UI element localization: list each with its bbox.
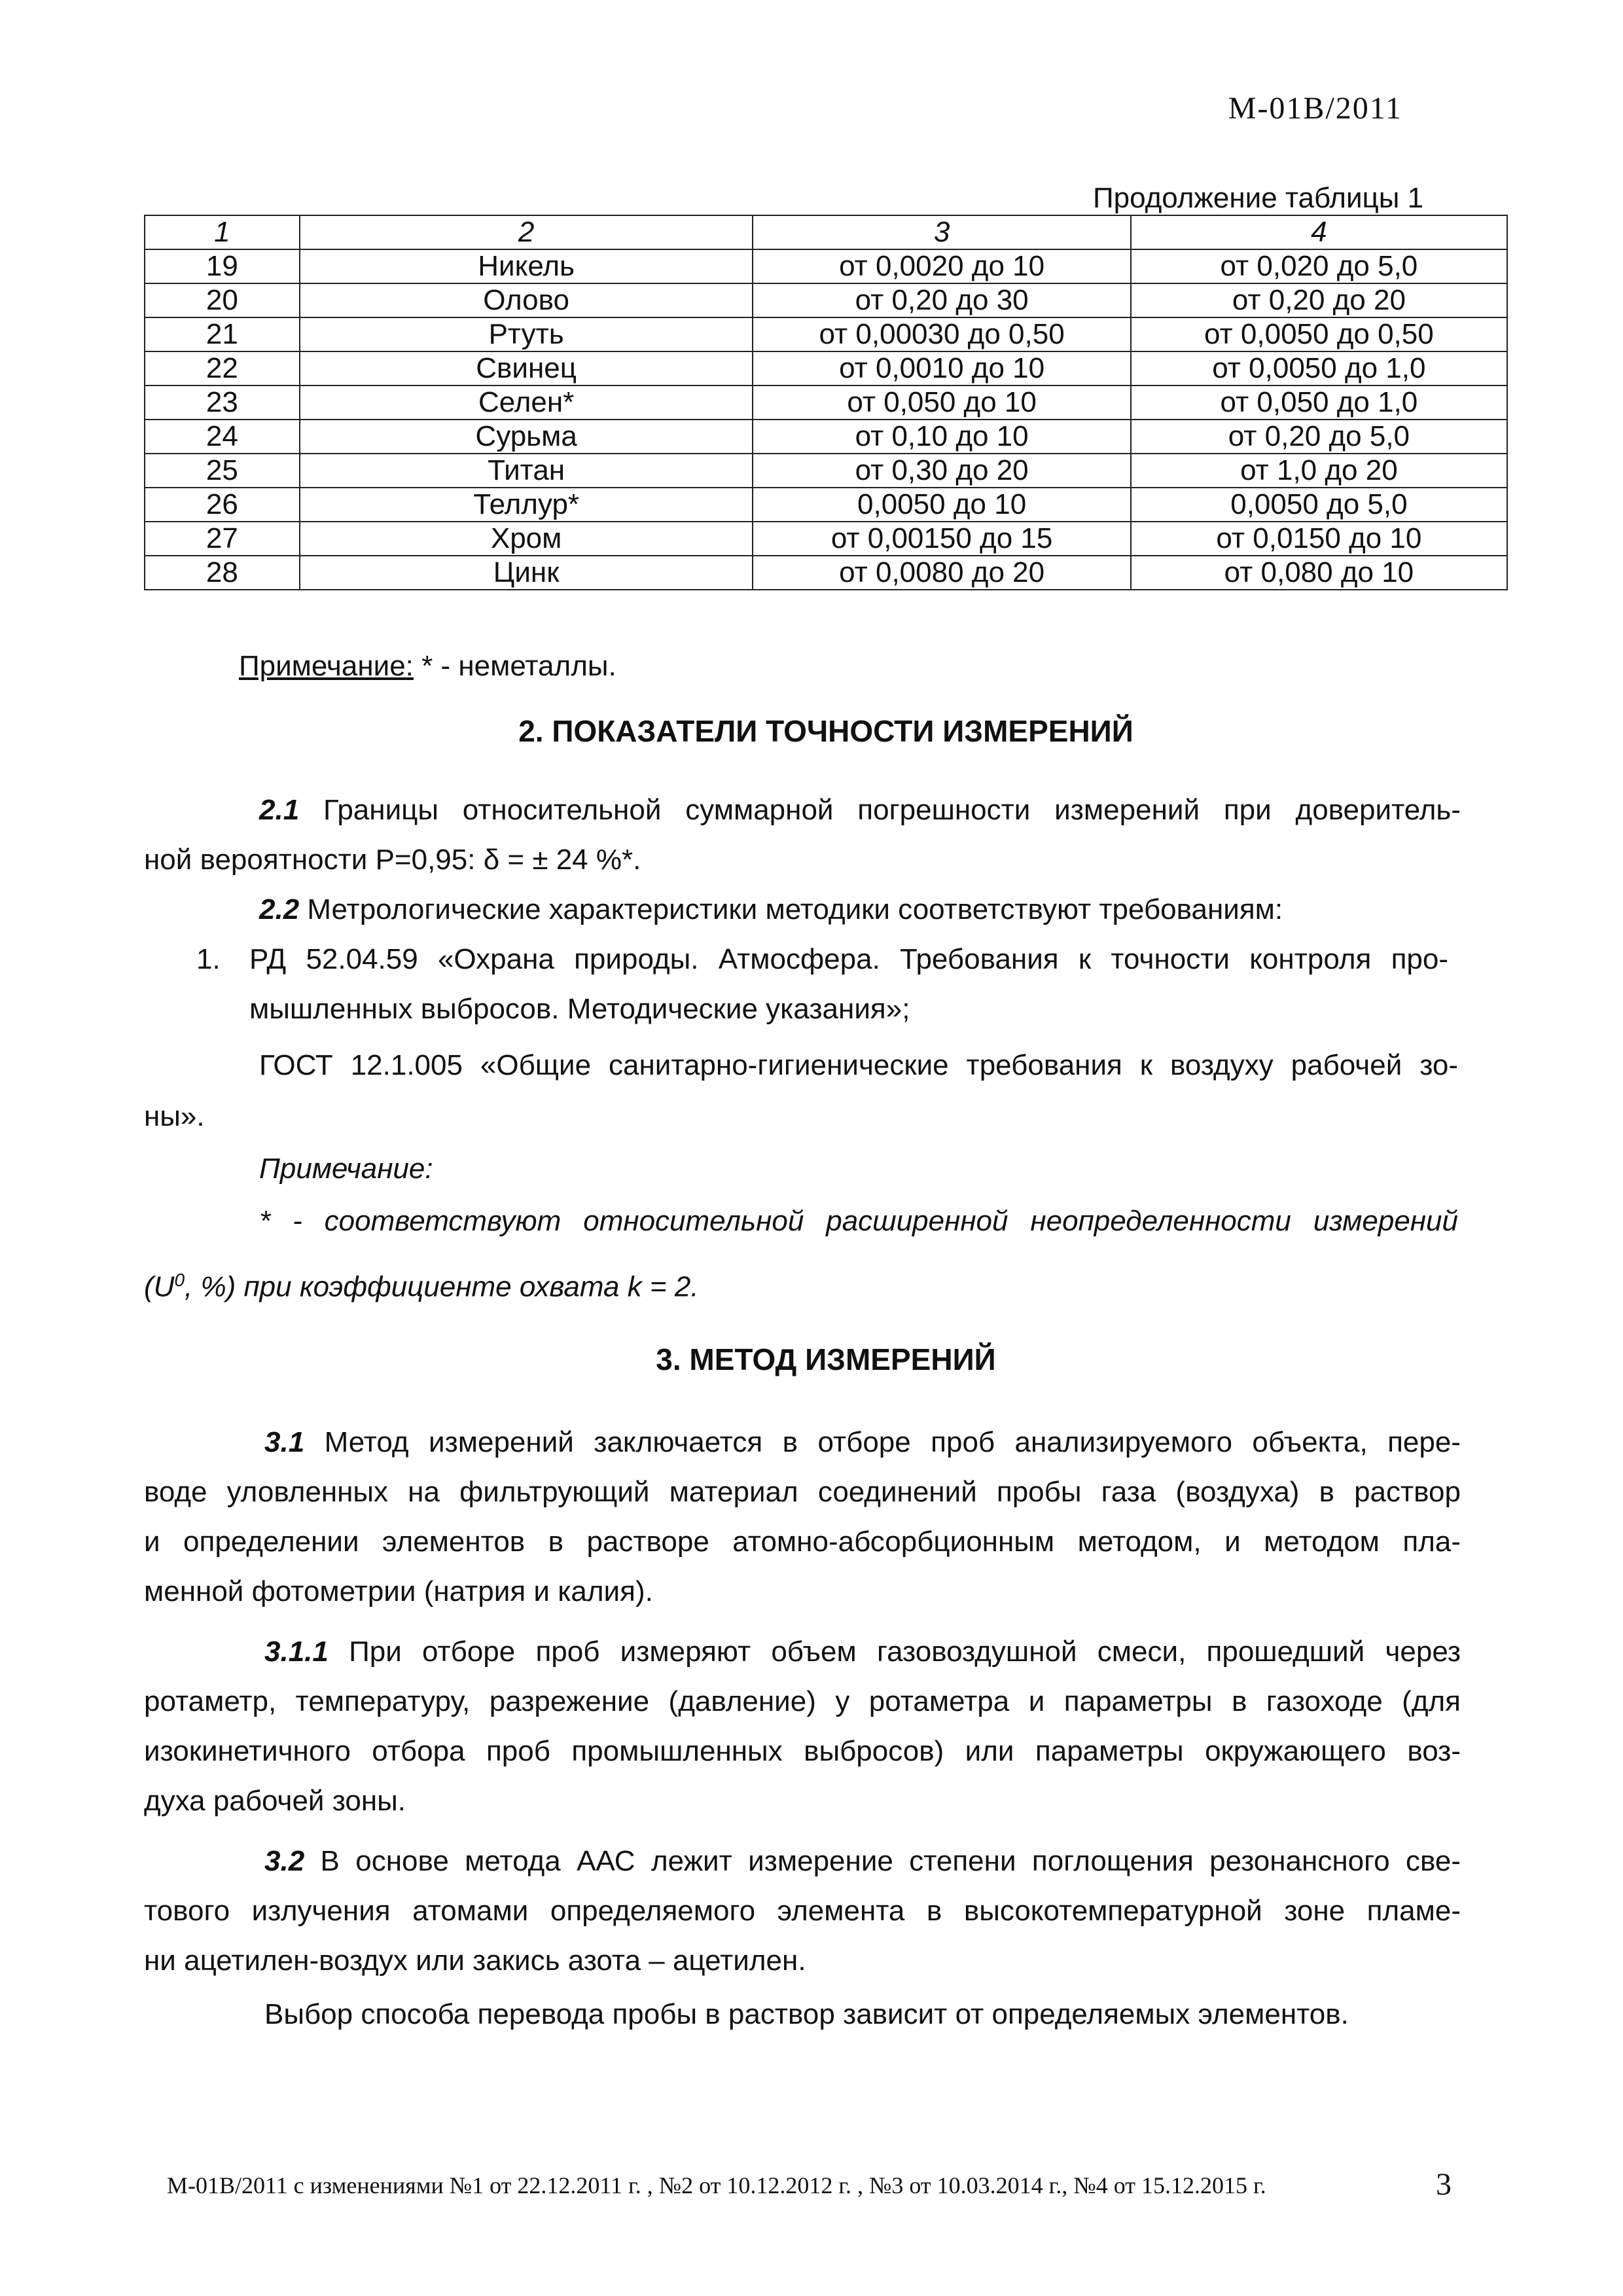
table-row: [145, 556, 1507, 590]
table-cell: от 0,30 до 20: [753, 454, 1130, 488]
table-cell: 0,0050 до 5,0: [1131, 488, 1507, 522]
table-caption: Продолжение таблицы 1: [1093, 182, 1424, 214]
page-number: 3: [1436, 2167, 1452, 2202]
table-row: [145, 249, 1507, 283]
table-row: [145, 317, 1507, 351]
table-cell: от 0,00030 до 0,50: [753, 317, 1130, 351]
table-cell: от 0,050 до 1,0: [1131, 386, 1507, 420]
section-2-title: 2. ПОКАЗАТЕЛИ ТОЧНОСТИ ИЗМЕРЕНИЙ: [518, 714, 1133, 748]
paragraph-3-1-1-line-1: [144, 1627, 1461, 1677]
paragraph-number: 3.1.1: [264, 1636, 329, 1668]
table-cell: Ртуть: [300, 317, 753, 351]
column-header: 2: [300, 215, 753, 249]
table-cell: Никель: [300, 249, 753, 283]
table-cell: от 0,0050 до 1,0: [1131, 351, 1507, 386]
table-cell: 19: [145, 249, 300, 283]
paragraph-text: При отборе проб измеряют объем газовоздушной смеси, прошедший через: [328, 1636, 1461, 1668]
paragraph-number: 3.2: [264, 1845, 305, 1877]
table-cell: 0,0050 до 10: [753, 488, 1130, 522]
table-cell: от 1,0 до 20: [1131, 454, 1507, 488]
table-cell: от 0,10 до 10: [753, 420, 1130, 454]
section-3-title: 3. МЕТОД ИЗМЕРЕНИЙ: [656, 1342, 996, 1376]
table-cell: Теллур*: [300, 488, 753, 522]
column-header: 4: [1131, 215, 1507, 249]
paragraph-3-2-line-1: [144, 1837, 1461, 1886]
section-2-note-line-2: [144, 1255, 699, 1312]
table-cell: Олово: [300, 283, 753, 317]
table-cell: 22: [145, 351, 300, 386]
paragraph-text: Метрологические характеристики методики соответствуют требованиям:: [299, 893, 1283, 925]
table-row: [145, 454, 1507, 488]
paragraph-3-1-1-line-3: изокинетичного отбора проб промышленных выбросов) или параметры окружающего воз-: [144, 1735, 1461, 1767]
paragraph-last: Выбор способа перевода пробы в раствор зависит от определяемых элементов.: [264, 1998, 1349, 2030]
paragraph-text: В основе метода ААС лежит измерение степени поглощения резонансного све-: [304, 1845, 1461, 1877]
paragraph-number: 2.1: [259, 794, 300, 826]
table-cell: 20: [145, 283, 300, 317]
table-cell: от 0,20 до 5,0: [1131, 420, 1507, 454]
paragraph-3-2-line-2: тового излучения атомами определяемого элемента в высокотемпературной зоне пламе-: [144, 1895, 1461, 1927]
table-cell: 28: [145, 556, 300, 590]
table-cell: от 0,050 до 10: [753, 386, 1130, 420]
document-code: М-01В/2011: [1228, 91, 1402, 126]
table-cell: 25: [145, 454, 300, 488]
table-cell: 26: [145, 488, 300, 522]
table-cell: Свинец: [300, 351, 753, 386]
table-note-text: * - неметаллы.: [413, 650, 616, 682]
table-cell: 24: [145, 420, 300, 454]
paragraph-3-1-1-line-2: ротаметр, температуру, разрежение (давление) у ротаметра и параметры в газоходе (для: [144, 1685, 1461, 1717]
table-cell: от 0,0050 до 0,50: [1131, 317, 1507, 351]
table-cell: 21: [145, 317, 300, 351]
paragraph-3-1-1-line-4: духа рабочей зоны.: [144, 1785, 406, 1817]
table-cell: Хром: [300, 522, 753, 556]
paragraph-2-2: [259, 885, 1283, 935]
paragraph-2-1-line-1: [144, 785, 1461, 835]
table-cell: Цинк: [300, 556, 753, 590]
formula-text: , %) при коэффициенте охвата k = 2.: [185, 1270, 699, 1303]
column-header: 3: [753, 215, 1130, 249]
paragraph-3-1-line-2: воде уловленных на фильтрующий материал соединений пробы газа (воздуха) в раствор: [144, 1476, 1461, 1508]
paragraph-text: Метод измерений заключается в отборе проб анализируемого объекта, пере-: [304, 1426, 1461, 1458]
paragraph-3-1-line-4: менной фотометрии (натрия и калия).: [144, 1575, 653, 1607]
formula-symbol: (U: [144, 1270, 175, 1303]
formula-superscript: 0: [174, 1270, 185, 1290]
table-row: [145, 283, 1507, 317]
table-cell: Сурьма: [300, 420, 753, 454]
table-header-row: [145, 215, 1507, 249]
gost-line-1: ГОСТ 12.1.005 «Общие санитарно-гигиенические требования к воздуху рабочей зо-: [259, 1049, 1458, 1081]
table-row: [145, 522, 1507, 556]
paragraph-text: Границы относительной суммарной погрешности измерений при доверитель-: [299, 794, 1461, 826]
table-cell: от 0,0150 до 10: [1131, 522, 1507, 556]
footer-text: М-01В/2011 с изменениями №1 от 22.12.2011 г. , №2 от 10.12.2012 г. , №3 от 10.03.2014 г., №4 от 15.12.2015 г.: [167, 2172, 1266, 2198]
table-cell: от 0,20 до 20: [1131, 283, 1507, 317]
table-cell: от 0,00150 до 15: [753, 522, 1130, 556]
table-cell: от 0,020 до 5,0: [1131, 249, 1507, 283]
table-cell: от 0,0020 до 10: [753, 249, 1130, 283]
table-note: [239, 641, 616, 691]
table-cell: от 0,20 до 30: [753, 283, 1130, 317]
table-row: [145, 420, 1507, 454]
list-item-line-1: РД 52.04.59 «Охрана природы. Атмосфера. Требования к точности контроля про-: [249, 943, 1448, 975]
gost-line-2: ны».: [144, 1100, 205, 1132]
table-cell: 27: [145, 522, 300, 556]
paragraph-3-1-line-1: [144, 1418, 1461, 1467]
table-row: [145, 488, 1507, 522]
section-2-note-line-1: * - соответствуют относительной расширенной неопределенности измерений: [259, 1205, 1458, 1237]
paragraph-2-1-line-2: ной вероятности Р=0,95: δ = ± 24 %*.: [144, 844, 641, 876]
list-item-number: 1.: [196, 943, 221, 975]
table-note-label: Примечание:: [239, 650, 414, 682]
table-cell: от 0,0080 до 20: [753, 556, 1130, 590]
column-header: 1: [145, 215, 300, 249]
paragraph-3-2-line-3: ни ацетилен-воздух или закись азота – ацетилен.: [144, 1945, 806, 1977]
table-cell: 23: [145, 386, 300, 420]
paragraph-3-1-line-3: и определении элементов в растворе атомно-абсорбционным методом, и методом пла-: [144, 1526, 1461, 1558]
table-row: [145, 386, 1507, 420]
paragraph-number: 3.1: [264, 1426, 305, 1458]
table-cell: от 0,0010 до 10: [753, 351, 1130, 386]
paragraph-number: 2.2: [259, 893, 300, 925]
table-row: [145, 351, 1507, 386]
table-cell: Селен*: [300, 386, 753, 420]
section-2-note-label: Примечание:: [259, 1153, 433, 1185]
list-item-line-2: мышленных выбросов. Методические указания»;: [249, 993, 910, 1025]
data-table: [144, 215, 1508, 590]
table-cell: от 0,080 до 10: [1131, 556, 1507, 590]
table-cell: Титан: [300, 454, 753, 488]
